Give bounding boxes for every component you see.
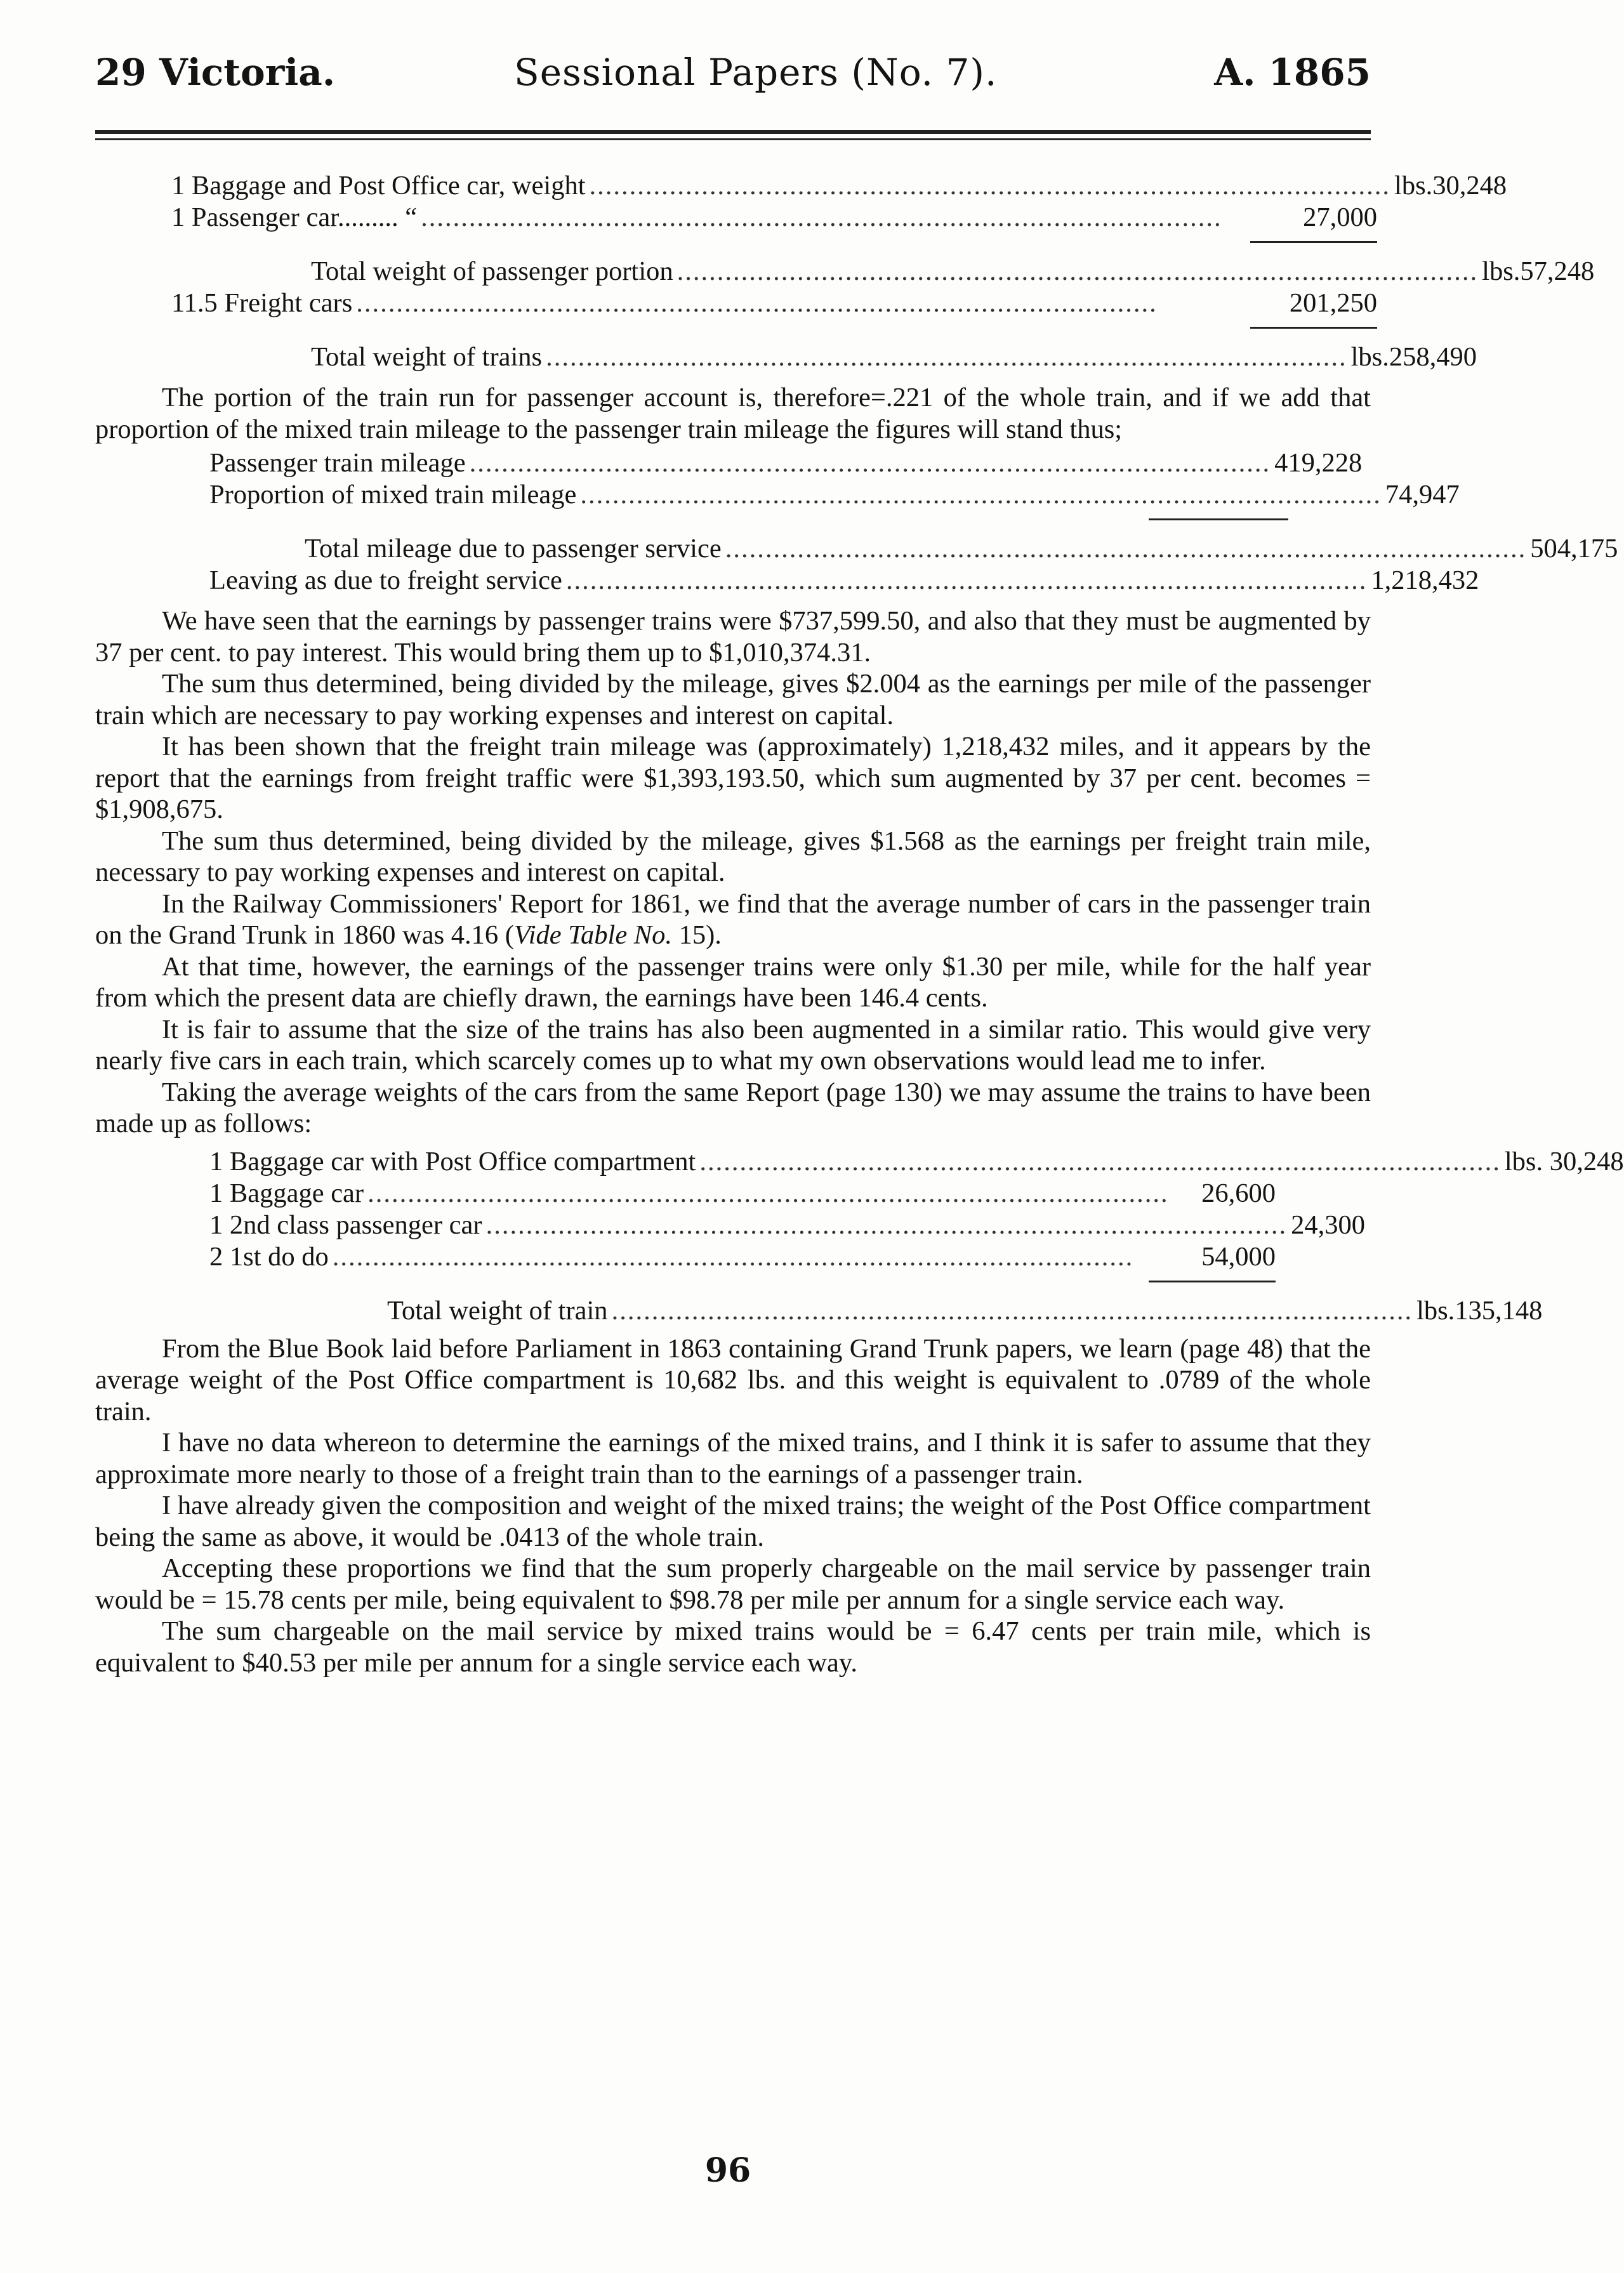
table-row: Passenger train mileage .................................................................................................... 419,228 [209, 448, 1363, 478]
table-row: 11.5 Freight cars .................................................................................................... 201,250 [171, 288, 1377, 318]
sum-rule [1250, 241, 1377, 243]
paragraph: We have seen that the earnings by passenger trains were $737,599.50, and also that they must be augmented by 37 per cent. to pay interest. This would bring them up to $1,010,374.31. [95, 606, 1371, 668]
page-body [95, 170, 1624, 1678]
paragraph: From the Blue Book laid before Parliament in 1863 containing Grand Trunk papers, we learn (page 48) that the average weight of the Post Office compartment is 10,682 lbs. and this weight is equivalent to .0789 of the whole train. [95, 1333, 1371, 1426]
running-header [95, 51, 1371, 108]
header-session: 29 Victoria. [95, 51, 336, 94]
table-row: Total mileage due to passenger service .................................................................................................... 504,175 [305, 534, 1618, 563]
header-rule-thick [95, 130, 1371, 134]
table-row: Proportion of mixed train mileage .................................................................................................... 74,947 [209, 480, 1460, 510]
paragraph: It has been shown that the freight train mileage was (approximately) 1,218,432 miles, and it appears by the report that the earnings from freight traffic were $1,393,193.50, which sum augmented by 37 per cent. becomes = $1,908,675. [95, 732, 1371, 824]
paragraph: The sum thus determined, being divided by the mileage, gives $2.004 as the earnings per mile of the passenger train which are necessary to pay working expenses and interest on capital. [95, 669, 1371, 730]
table-row: 1 Baggage car with Post Office compartment .................................................................................................... lbs. 30,248 [209, 1146, 1624, 1176]
mileage-table [209, 447, 1618, 596]
mail-service-paragraphs [95, 1333, 1371, 1679]
table-row: 1 2nd class passenger car .................................................................................................... 24,300 [209, 1209, 1365, 1240]
table-row: 2 1st do do .................................................................................................... 54,000 [209, 1241, 1276, 1272]
table-row: 1 Baggage and Post Office car, weight .................................................................................................... lbs.30,248 [171, 171, 1507, 201]
paragraph: It is fair to assume that the size of the trains has also been augmented in a similar ratio. This would give very nearly five cars in each train, which scarcely comes up to what my own observations would lead me to infer. [95, 1014, 1371, 1076]
sum-rule [1149, 1281, 1276, 1282]
paragraph: The sum thus determined, being divided by the mileage, gives $1.568 as the earnings per freight train mile, necessary to pay working expenses and interest on capital. [95, 826, 1371, 887]
paragraph: At that time, however, the earnings of the passenger trains were only $1.30 per mile, while for the half year from which the present data are chiefly drawn, the earnings have been 146.4 cents. [95, 951, 1371, 1013]
table-row: Total weight of train .................................................................................................... lbs.135,148 [387, 1295, 1543, 1326]
header-title: Sessional Papers (No. 7). [514, 51, 998, 94]
train-weight-table [171, 170, 1595, 373]
page-number: 96 [704, 2151, 751, 2190]
table-row: Leaving as due to freight service .................................................................................................... 1,218,432 [209, 565, 1479, 595]
table-row: Total weight of passenger portion .................................................................................................... lbs.57,248 [311, 256, 1595, 286]
paragraph: The sum chargeable on the mail service by mixed trains would be = 6.47 cents per train mile, which is equivalent to $40.53 per mile per annum for a single service each way. [95, 1616, 1371, 1678]
paragraph: Accepting these proportions we find that the sum properly chargeable on the mail service by passenger train would be = 15.78 cents per mile, being equivalent to $98.78 per mile per annum for a single service each way. [95, 1553, 1371, 1615]
paragraph: In the Railway Commissioners' Report for 1861, we find that the average number of cars in the passenger train on the Grand Trunk in 1860 was 4.16 (Vide Table No. 15). [95, 888, 1371, 950]
sum-rule [1250, 327, 1377, 329]
paragraph: The portion of the train run for passenger account is, therefore=.221 of the whole train, and if we add that proportion of the mixed train mileage to the passenger train mileage the figures will stand thus; [95, 383, 1371, 444]
earnings-paragraphs [95, 605, 1371, 1140]
paragraph: Taking the average weights of the cars from the same Report (page 130) we may assume the trains to have been made up as follows: [95, 1077, 1371, 1138]
table-row: 1 Baggage car .................................................................................................... 26,600 [209, 1178, 1276, 1208]
train-composition-table [209, 1146, 1624, 1327]
paragraph: I have already given the composition and weight of the mixed trains; the weight of the Post Office compartment being the same as above, it would be .0413 of the whole train. [95, 1491, 1371, 1552]
header-rule-thin [95, 138, 1371, 140]
table-row: Total weight of trains .................................................................................................... lbs.258,490 [311, 342, 1477, 372]
paragraph: I have no data whereon to determine the earnings of the mixed trains, and I think it is safer to assume that they approximate more nearly to those of a freight train than to the earnings of a passenger train. [95, 1428, 1371, 1489]
header-year: A. 1865 [1214, 51, 1371, 94]
sum-rule [1149, 518, 1288, 520]
table-row: 1 Passenger car......... “ .................................................................................................... 27,000 [171, 202, 1377, 232]
